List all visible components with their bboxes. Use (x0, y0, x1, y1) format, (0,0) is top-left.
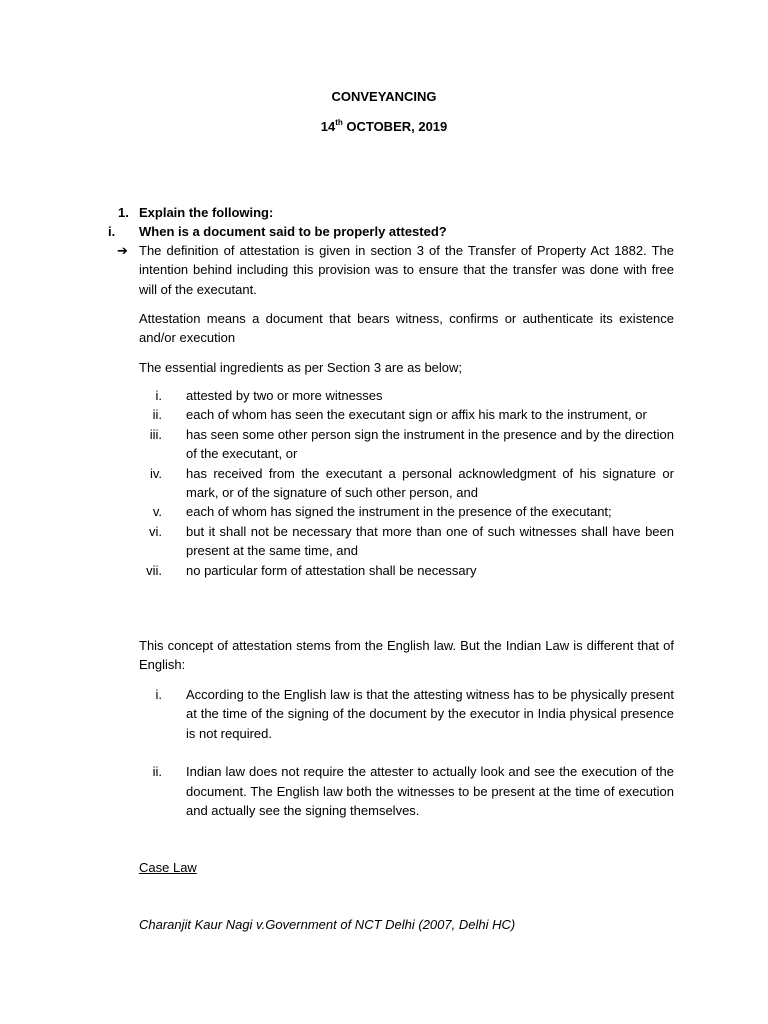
answer-paragraph-ingredients-intro: The essential ingredients as per Section 3 are as below; (139, 360, 463, 375)
list-item-number: vii. (146, 562, 162, 578)
list-item (139, 762, 674, 820)
list-item (139, 685, 674, 743)
answer-paragraph-english-law: This concept of attestation stems from the English law. But the Indian Law is different that of English: (139, 638, 674, 673)
list-item-number: vi. (149, 523, 162, 539)
case-law-citation: Charanjit Kaur Nagi v.Government of NCT Delhi (2007, Delhi HC) (139, 917, 516, 932)
list-item (139, 464, 674, 503)
list-item-text: but it shall not be necessary that more than one of such witnesses shall have been present at the same time, and (186, 523, 674, 559)
list-item-number: v. (152, 504, 162, 520)
list-item-text: According to the English law is that the attesting witness has to be physically present at the time of the signing of the document by the executor in India physical presence is not required. (186, 687, 674, 741)
list-item-number: ii. (152, 764, 162, 780)
list-item (139, 386, 674, 405)
list-item (139, 561, 674, 580)
document-date (0, 117, 768, 136)
answer-paragraph-meaning: Attestation means a document that bears witness, confirms or authenticate its existence and/or execution (139, 311, 674, 346)
date-rest: OCTOBER, 2019 (342, 119, 448, 134)
subquestion-text: When is a document said to be properly attested? (139, 224, 447, 239)
case-law-heading: Case Law (139, 860, 197, 875)
list-item-text: each of whom has seen the executant sign or affix his mark to the instrument, or (186, 407, 647, 423)
list-item (139, 502, 674, 521)
list-item-number: i. (155, 388, 162, 403)
list-item-number: iv. (149, 465, 162, 481)
question-text: Explain the following: (139, 205, 274, 220)
list-item-text: attested by two or more witnesses (186, 388, 383, 403)
ingredients-list (139, 386, 674, 580)
subquestion-number: i. (108, 224, 116, 239)
differences-list (139, 685, 674, 839)
list-item-text: no particular form of attestation shall be necessary (186, 562, 477, 578)
answer-paragraph-definition: The definition of attestation is given in section 3 of the Transfer of Property Act 1882. The intention behind including this provision was to ensure that the transfer was done with free will of the executant. (139, 243, 674, 297)
list-item-number: iii. (149, 426, 162, 442)
list-item-number: i. (155, 687, 162, 702)
list-item (139, 522, 674, 561)
list-item (139, 425, 674, 464)
list-item-number: ii. (152, 407, 162, 423)
date-suffix: th (335, 117, 343, 127)
date-day: 14 (320, 119, 336, 134)
list-item-text: Indian law does not require the attester to actually look and see the execution of the document. The English law both the witnesses to be present at the time of execution and actually see the signing themselves. (186, 764, 674, 819)
document-title: CONVEYANCING (331, 89, 437, 104)
question-number: 1. (118, 205, 129, 220)
list-item-text: has seen some other person sign the instrument in the presence and by the direction of the executant, or (186, 426, 674, 462)
arrow-bullet-icon: ➔ (117, 243, 128, 258)
list-item (139, 405, 674, 424)
list-item-text: each of whom has signed the instrument in the presence of the executant; (186, 504, 612, 520)
list-item-text: has received from the executant a personal acknowledgment of his signature or mark, or of the signature of such other person, and (186, 465, 674, 501)
